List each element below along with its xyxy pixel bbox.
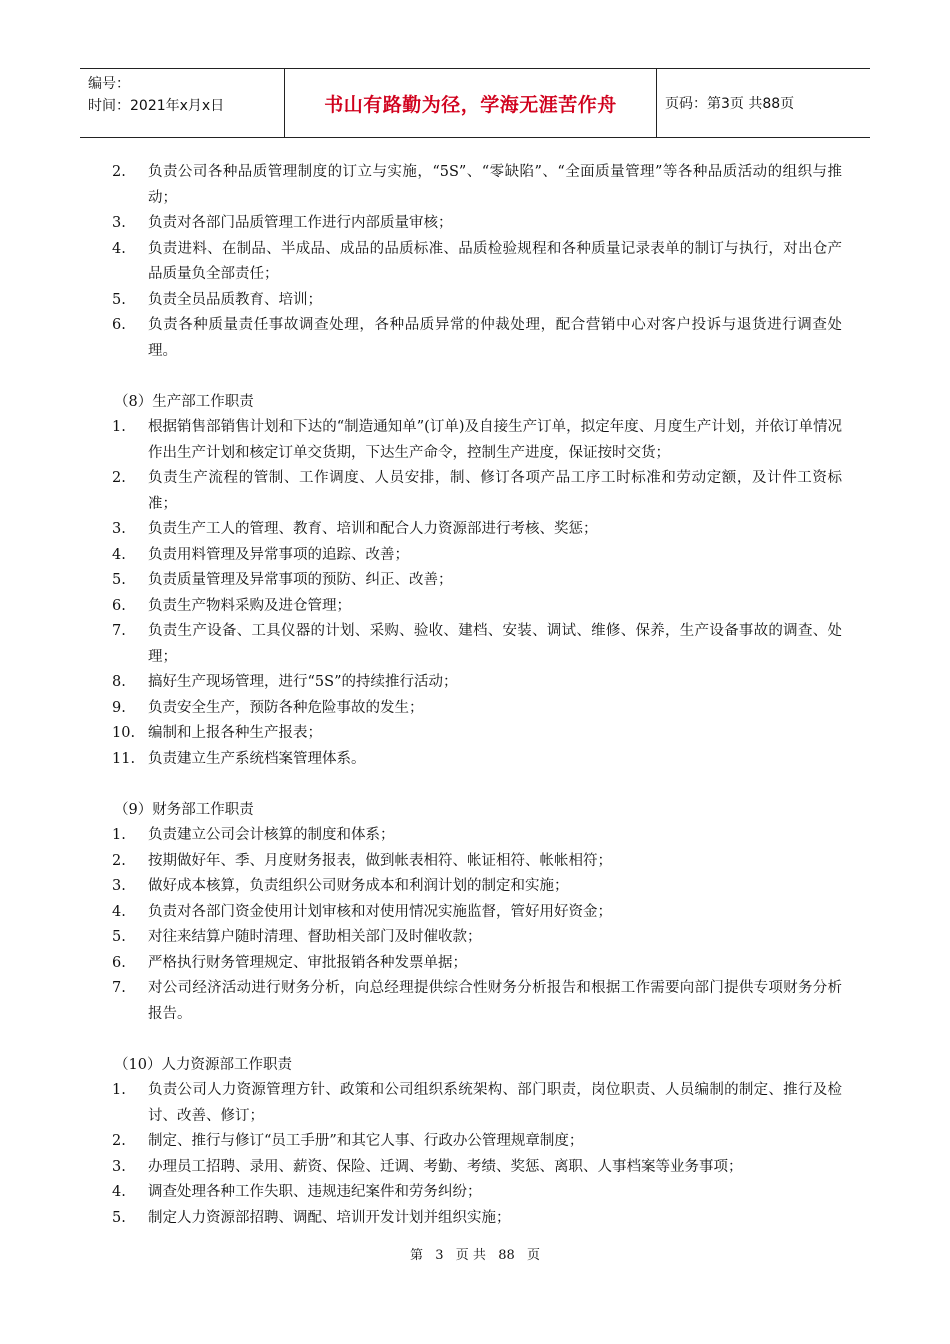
list-item-text: 负责对各部门资金使用计划审核和对使用情况实施监督，管好用好资金；: [148, 903, 612, 920]
list-item: [112, 160, 842, 211]
list-item-number: 11.: [112, 750, 136, 767]
list-item: [112, 211, 842, 237]
list-item-number: 2.: [112, 470, 126, 486]
list-item: [112, 1206, 842, 1232]
list-item: [112, 568, 842, 594]
list-item-number: 3.: [112, 1158, 126, 1175]
list-item-number: 5.: [112, 572, 126, 588]
list-item-number: 5.: [112, 1209, 126, 1226]
list-item-text: 负责各种质量责任事故调查处理，各种品质异常的仲裁处理，配合营销中心对客户投诉与退货进行调查处理。: [148, 317, 842, 359]
list-item-number: 5.: [112, 929, 126, 945]
list-item-text: 办理员工招聘、录用、薪资、保险、迁调、考勤、考绩、奖惩、离职、人事档案等业务事项；: [148, 1158, 743, 1175]
list-item: [112, 517, 842, 543]
list-item: [112, 900, 842, 926]
list-item-text: 制定人力资源部招聘、调配、培训开发计划并组织实施；: [148, 1209, 511, 1226]
list-item: [112, 619, 842, 670]
list-item-text: 负责进料、在制品、半成品、成品的品质标准、品质检验规程和各种质量记录表单的制订与执行，对出仓产品质量负全部责任；: [148, 240, 842, 282]
list-item: [112, 1155, 842, 1181]
list-item: [112, 696, 842, 722]
footer-suffix: 页: [527, 1248, 541, 1263]
list-item-text: 根据销售部销售计划和下达的“制造通知单”(订单)及自接生产订单，拟定年度、月度生产计划，并依订单情况作出生产计划和核定订单交货期，下达生产命令，控制生产进度，保证按时交货；: [148, 419, 842, 461]
section-heading: （9）财务部工作职责: [114, 801, 254, 818]
list-item-text: 负责建立生产系统档案管理体系。: [148, 750, 366, 767]
list-item: [112, 594, 842, 620]
list-item: [112, 1078, 842, 1129]
list-item-text: 负责安全生产，预防各种危险事故的发生；: [148, 699, 424, 716]
list-item-text: 负责生产工人的管理、教育、培训和配合人力资源部进行考核、奖惩；: [148, 521, 598, 537]
list-item: [112, 1180, 842, 1206]
list-item: [112, 237, 842, 288]
list-item: [112, 543, 842, 569]
list-item: [112, 823, 842, 849]
list-item-number: 8.: [112, 674, 126, 690]
list-item-number: 4.: [112, 546, 126, 563]
list-item-text: 负责质量管理及异常事项的预防、纠正、改善；: [148, 572, 453, 588]
list-item-number: 2.: [112, 1133, 126, 1149]
list-item-text: 搞好生产现场管理，进行“5S”的持续推行活动；: [148, 674, 458, 690]
list-item-number: 2.: [112, 852, 126, 869]
list-item-text: 做好成本核算，负责组织公司财务成本和利润计划的制定和实施；: [148, 878, 569, 894]
section-heading: （10）人力资源部工作职责: [114, 1056, 292, 1073]
footer-middle: 页 共: [455, 1248, 486, 1263]
list-item: [112, 849, 842, 875]
list-item-number: 7.: [112, 980, 126, 996]
list-item: [112, 925, 842, 951]
list-item-text: 负责用料管理及异常事项的追踪、改善；: [148, 546, 409, 563]
list-item: [112, 721, 842, 747]
list-item-text: 负责建立公司会计核算的制度和体系；: [148, 827, 395, 843]
list-item: [112, 288, 842, 314]
list-item-text: 负责生产物料采购及进仓管理；: [148, 597, 351, 614]
footer-prefix: 第: [409, 1248, 423, 1263]
list-item-text: 对公司经济活动进行财务分析，向总经理提供综合性财务分析报告和根据工作需要向部门提供专项财务分析报告。: [148, 980, 842, 1022]
list-item-number: 5.: [112, 291, 126, 308]
list-item: [112, 415, 842, 466]
list-item: [112, 313, 842, 364]
list-item-number: 7.: [112, 623, 126, 639]
footer-page-number: 3: [435, 1248, 444, 1263]
list-item: [112, 466, 842, 517]
list-item-number: 1.: [112, 419, 126, 435]
list-item-number: 6.: [112, 597, 126, 614]
list-item-number: 1.: [112, 827, 126, 843]
header-motto: 书山有路勤为径，学海无涯苦作舟: [284, 69, 657, 137]
list-item-text: 编制和上报各种生产报表；: [148, 725, 322, 741]
section-heading: （8）生产部工作职责: [114, 393, 254, 410]
document-date: 时间：2021年x月x日: [88, 98, 225, 114]
list-item-number: 4.: [112, 1184, 126, 1200]
page-header: [80, 68, 870, 138]
list-item-text: 负责全员品质教育、培训；: [148, 291, 322, 308]
list-item-number: 10.: [112, 725, 136, 741]
footer-total-pages: 88: [498, 1248, 515, 1263]
list-item: [112, 670, 842, 696]
list-item-number: 4.: [112, 903, 126, 920]
list-item-number: 6.: [112, 954, 126, 971]
header-meta: [80, 69, 284, 137]
list-item-text: 负责公司人力资源管理方针、政策和公司组织系统架构、部门职责，岗位职责、人员编制的制定、推行及检讨、改善、修订；: [148, 1082, 842, 1124]
document-number-label: 编号：: [88, 76, 130, 92]
page-footer: [0, 1244, 950, 1263]
list-item-text: 负责公司各种品质管理制度的订立与实施，“5S”、“零缺陷”、“全面质量管理”等各种品质活动的组织与推动；: [148, 164, 842, 206]
list-item-text: 调查处理各种工作失职、违规违纪案件和劳务纠纷；: [148, 1184, 482, 1200]
list-item: [112, 1129, 842, 1155]
document-body: [112, 160, 842, 1231]
list-item-number: 4.: [112, 240, 126, 257]
list-item: [112, 951, 842, 977]
list-item-number: 3.: [112, 215, 126, 231]
list-item-text: 制定、推行与修订“员工手册”和其它人事、行政办公管理规章制度；: [148, 1133, 584, 1149]
list-item-number: 9.: [112, 699, 126, 716]
header-page-info: 页码：第3页 共88页: [665, 96, 795, 112]
list-item-number: 2.: [112, 164, 126, 180]
list-item-text: 负责生产流程的管制、工作调度、人员安排，制、修订各项产品工序工时标准和劳动定额，及计件工资标准；: [148, 470, 842, 512]
list-item-text: 负责对各部门品质管理工作进行内部质量审核；: [148, 215, 453, 231]
list-item-number: 6.: [112, 317, 126, 333]
list-item-number: 1.: [112, 1082, 126, 1098]
list-item: [112, 747, 842, 773]
list-item-number: 3.: [112, 878, 126, 894]
list-item: [112, 874, 842, 900]
list-item-text: 负责生产设备、工具仪器的计划、采购、验收、建档、安装、调试、维修、保养，生产设备事故的调查、处理；: [148, 623, 842, 665]
list-item-text: 按期做好年、季、月度财务报表，做到帐表相符、帐证相符、帐帐相符；: [148, 852, 612, 869]
list-item-number: 3.: [112, 521, 126, 537]
list-item: [112, 976, 842, 1027]
list-item-text: 严格执行财务管理规定、审批报销各种发票单据；: [148, 954, 467, 971]
list-item-text: 对往来结算户随时清理、督助相关部门及时催收款；: [148, 929, 482, 945]
